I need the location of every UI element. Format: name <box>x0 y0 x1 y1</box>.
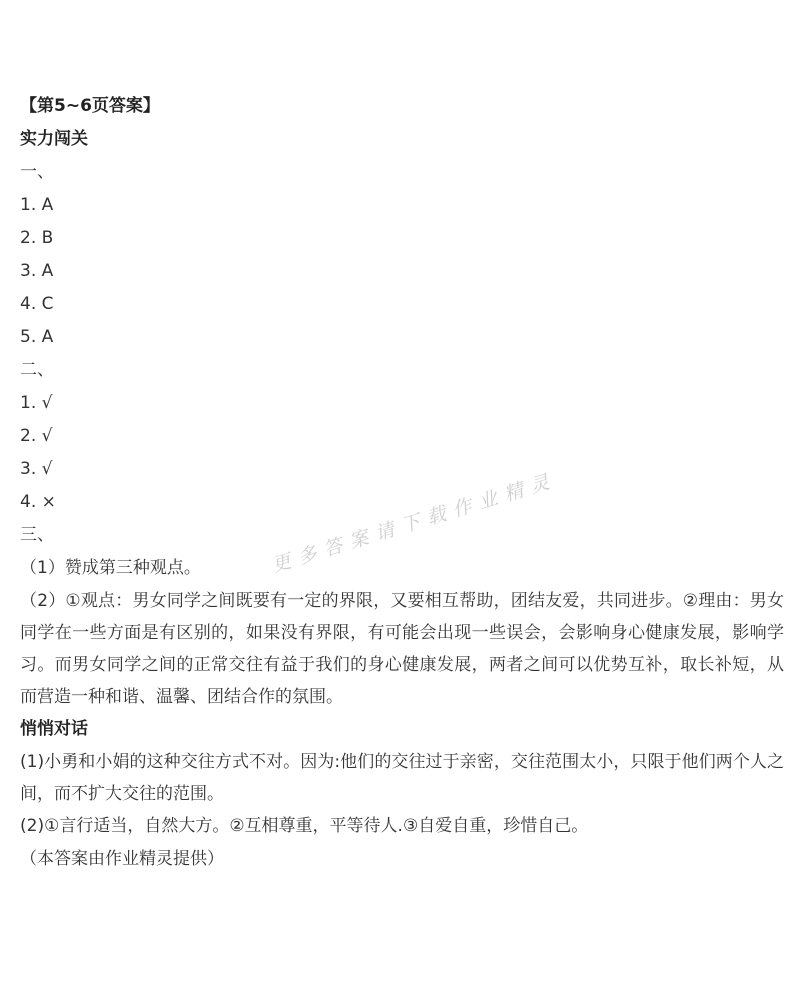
answer-item: 4. C <box>20 294 54 314</box>
section-title-dialogue: 悄悄对话 <box>20 719 88 739</box>
dialogue-answer-2: (2)①言行适当，自然大方。②互相尊重，平等待人.③自爱自重，珍惜自己。 <box>20 816 589 836</box>
page-header: 【第5~6页答案】 <box>20 96 160 116</box>
part-label-1: 一、 <box>20 162 54 182</box>
source-note: （本答案由作业精灵提供） <box>20 849 224 869</box>
answer-q2: （2）①观点：男女同学之间既要有一定的界限，又要相互帮助，团结友爱，共同进步。②理由：男女同学在一些方面是有区别的，如果没有界限，有可能会出现一些误会，会影响身心健康发展，影响学习。而男女同学之间的正常交往有益于我们的身心健康发展，两者之间可以优势互补，取长补短，从而营造一种和谐、温馨、团结合作的氛围。 <box>20 591 784 707</box>
answer-q1: （1）赞成第三种观点。 <box>20 558 201 578</box>
part-label-3: 三、 <box>20 525 54 545</box>
answer-item: 2. √ <box>20 426 53 446</box>
part-label-2: 二、 <box>20 360 54 380</box>
answer-item: 3. A <box>20 261 54 281</box>
answer-document <box>20 90 784 876</box>
watermark-text: 更多答案请下载作业精灵 <box>269 468 560 577</box>
answer-item: 1. √ <box>20 393 53 413</box>
answer-item: 1. A <box>20 195 54 215</box>
dialogue-answer-1: (1)小勇和小娟的这种交往方式不对。因为:他们的交往过于亲密，交往范围太小，只限于他们两个人之间，而不扩大交往的范围。 <box>20 752 784 804</box>
answer-item: 4. × <box>20 492 56 512</box>
answer-item: 5. A <box>20 327 54 347</box>
answer-item: 3. √ <box>20 459 53 479</box>
answer-item: 2. B <box>20 228 54 248</box>
section-title-practice: 实力闯关 <box>20 129 88 149</box>
